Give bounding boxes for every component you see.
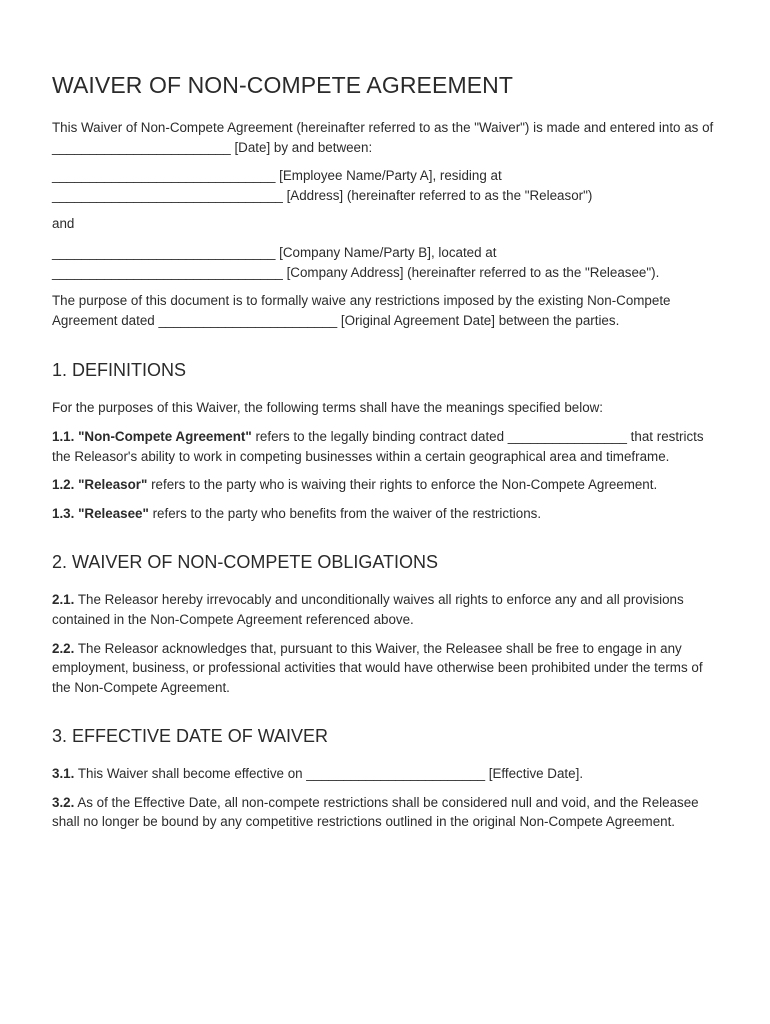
clause-text: refers to the party who benefits from the waiver of the restrictions. <box>148 505 542 521</box>
clause-3-1 <box>52 764 714 784</box>
definitions-intro: For the purposes of this Waiver, the following terms shall have the meanings specified below: <box>52 400 604 416</box>
section-heading-waiver-obligations: 2. WAIVER OF NON-COMPETE OBLIGATIONS <box>52 552 439 573</box>
clause-number: 1.2. <box>52 477 75 493</box>
document-title: WAIVER OF NON-COMPETE AGREEMENT <box>52 72 513 98</box>
clause-text: The Releasor hereby irrevocably and unconditionally waives all rights to enforce any and all provisions contained in the Non-Compete Agreement referenced above. <box>52 592 684 627</box>
defined-term: "Releasee" <box>78 505 149 521</box>
clause-number: 1.3. <box>52 505 75 521</box>
clause-1-1 <box>52 427 714 466</box>
section-heading-effective-date: 3. EFFECTIVE DATE OF WAIVER <box>52 726 329 747</box>
clause-text: As of the Effective Date, all non-compete restrictions shall be considered null and void, and the Releasee shall no longer be bound by any competitive restrictions outlined in the original Non-Compete Agreement. <box>52 794 699 830</box>
defined-term: "Releasor" <box>78 477 148 493</box>
clause-number: 2.1. <box>52 592 75 608</box>
clause-3-2 <box>52 793 714 832</box>
employee-party-paragraph: ______________________________ [Employee Name/Party A], residing at _______________________________ [Address] (hereinafter referred to as the "Releasor") <box>52 168 593 203</box>
clause-text: The Releasor acknowledges that, pursuant to this Waiver, the Releasee shall be free to engage in any employment, business, or professional activities that would have otherwise been prohibited under the terms of the Non-Compete Agreement. <box>52 640 703 695</box>
company-party-paragraph: ______________________________ [Company Name/Party B], located at _______________________________ [Company Address] (hereinafter referred to as the "Releasee"). <box>52 244 660 280</box>
intro-paragraph: This Waiver of Non-Compete Agreement (hereinafter referred to as the "Waiver") is made and entered into as of ________________________ [Date] by and between: <box>52 120 714 155</box>
clause-text: This Waiver shall become effective on ________________________ [Effective Date]. <box>74 766 584 782</box>
purpose-paragraph: The purpose of this document is to formally waive any restrictions imposed by the existing Non-Compete Agreement dated ________________________ [Original Agreement Date] between the parties. <box>52 293 671 328</box>
clause-number: 3.2. <box>52 794 75 810</box>
clause-1-2 <box>52 475 714 495</box>
defined-term: "Non-Compete Agreement" <box>78 428 252 444</box>
clause-text: refers to the party who is waiving their rights to enforce the Non-Compete Agreement. <box>147 477 658 493</box>
clause-number: 1.1. <box>52 428 75 444</box>
clause-text: refers to the legally binding contract dated ________________ that restricts the Releasor's ability to work in competing businesses within a certain geographical area and timeframe. <box>52 428 704 464</box>
clause-2-1 <box>52 590 714 629</box>
clause-number: 3.1. <box>52 766 75 782</box>
section-heading-definitions: 1. DEFINITIONS <box>52 360 187 381</box>
clause-1-3 <box>52 504 714 524</box>
clause-2-2 <box>52 639 714 698</box>
clause-number: 2.2. <box>52 640 75 656</box>
and-conjunction: and <box>52 216 75 232</box>
